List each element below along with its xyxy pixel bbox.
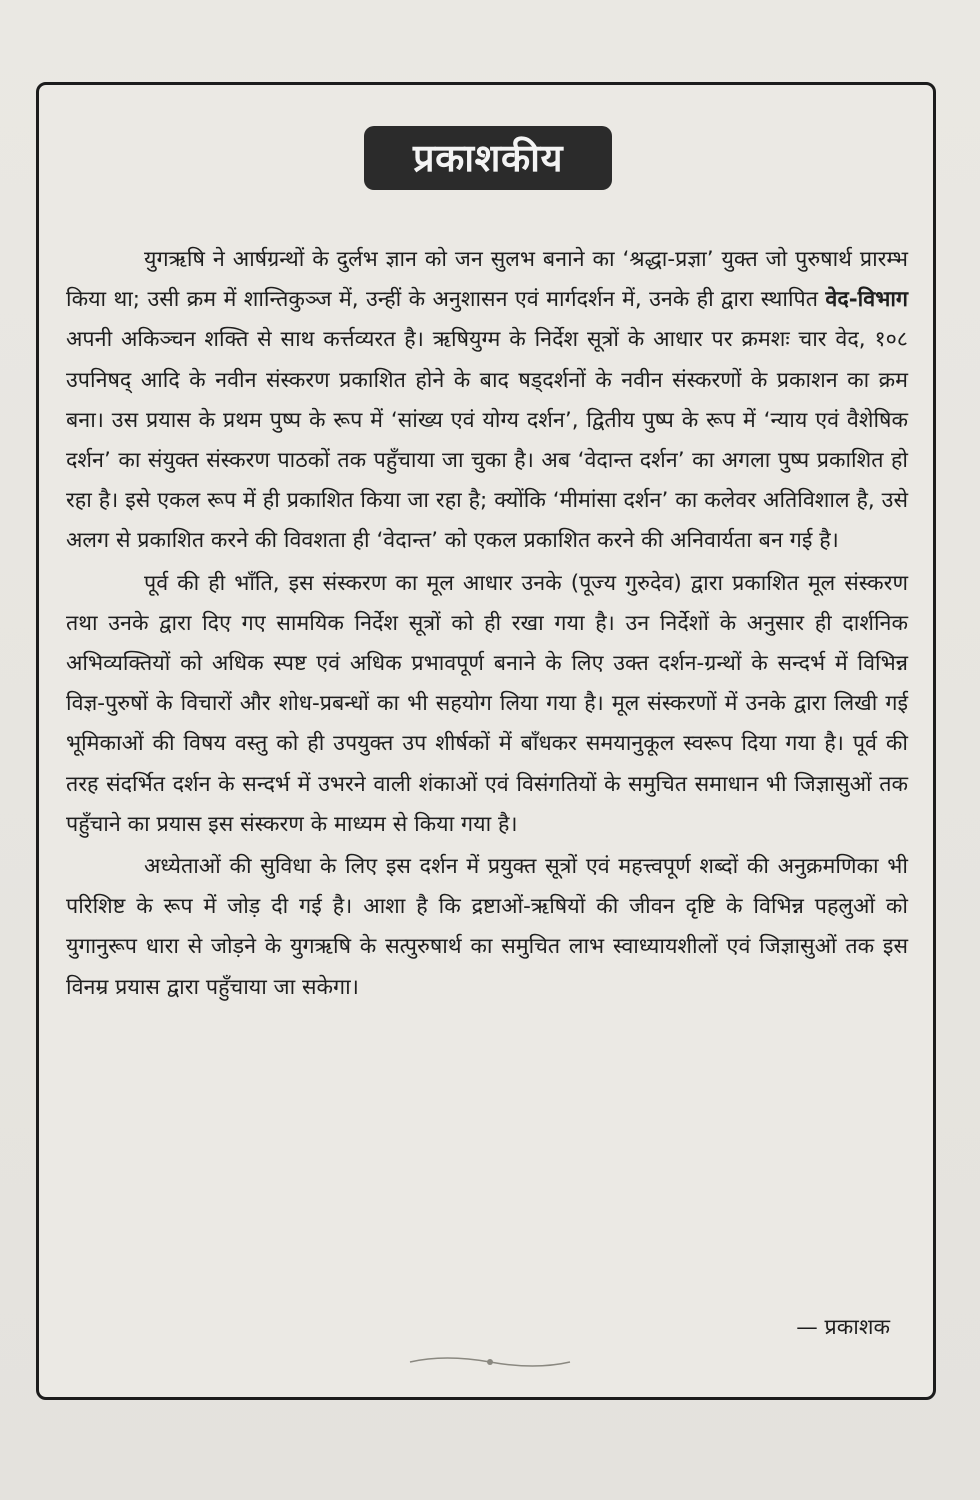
ornament-divider-icon [400, 1352, 580, 1372]
signature: — प्रकाशक [796, 1315, 890, 1340]
paragraph [66, 564, 908, 845]
paragraph-text: अपनी अकिञ्चन शक्ति से साथ कर्त्तव्यरत है। ऋषियुग्म के निर्देश सूत्रों के आधार पर क्रमशः चार वेद, १०८ उपनिषद् आदि के नवीन संस्करण प्रकाशित होने के बाद षड्दर्शनों के नवीन संस्करणों के प्रकाशन का क्रम बना। उस प्रयास के प्रथम पुष्प के रूप में ‘सांख्य एवं योग्य दर्शन’, द्वितीय पुष्प के रूप में ‘न्याय एवं वैशेषिक दर्शन’ का संयुक्त संस्करण पाठकों तक पहुँचाया जा चुका है। अब ‘वेदान्त दर्शन’ का अगला पुष्प प्रकाशित हो रहा है। इसे एकल रूप में ही प्रकाशित किया जा रहा है; क्योंकि ‘मीमांसा दर्शन’ का कलेवर अतिविशाल है, उसे अलग से प्रकाशित करने की विवशता ही ‘वेदान्त’ को एकल प्रकाशित करने की अनिवार्यता बन गई है। [66, 327, 908, 554]
body-text [66, 240, 908, 1008]
paragraph-text: पूर्व की ही भाँति, इस संस्करण का मूल आधार उनके (पूज्य गुरुदेव) द्वारा प्रकाशित मूल संस्करण तथा उनके द्वारा दिए गए सामयिक निर्देश सूत्रों को ही रखा गया है। उन निर्देशों के अनुसार ही दार्शनिक अभिव्यक्तियों को अधिक स्पष्ट एवं अधिक प्रभावपूर्ण बनाने के लिए उक्त दर्शन-ग्रन्थों के सन्दर्भ में विभिन्न विज्ञ-पुरुषों के विचारों और शोध-प्रबन्धों का भी सहयोग लिया गया है। मूल संस्करणों में उनके द्वारा लिखी गई भूमिकाओं की विषय वस्तु को ही उपयुक्त उप शीर्षकों में बाँधकर समयानुकूल स्वरूप दिया गया है। पूर्व की तरह संदर्भित दर्शन के सन्दर्भ में उभरने वाली शंकाओं एवं विसंगतियों के समुचित समाधान भी जिज्ञासुओं तक पहुँचाने का प्रयास इस संस्करण के माध्यम से किया गया है। [66, 570, 908, 837]
paragraph-text: युगऋषि ने आर्षग्रन्थों के दुर्लभ ज्ञान को जन सुलभ बनाने का ‘श्रद्धा-प्रज्ञा’ युक्त जो पुरुषार्थ प्रारम्भ किया था; उसी क्रम में शान्तिकुञ्ज में, उन्हीं के अनुशासन एवं मार्गदर्शन में, उनके ही द्वारा स्थापित [66, 247, 908, 313]
page-title: प्रकाशकीय [412, 136, 564, 180]
paragraph [66, 847, 908, 1008]
bold-term: वेद-विभाग [825, 287, 908, 313]
paragraph [66, 240, 908, 562]
title-banner [364, 126, 612, 190]
paragraph-text: अध्येताओं की सुविधा के लिए इस दर्शन में प्रयुक्त सूत्रों एवं महत्त्वपूर्ण शब्दों की अनुक्रमणिका भी परिशिष्ट के रूप में जोड़ दी गई है। आशा है कि द्रष्टाओं-ऋषियों की जीवन दृष्टि के विभिन्न पहलुओं को युगानुरूप धारा से जोड़ने के युगऋषि के सत्पुरुषार्थ का समुचित लाभ स्वाध्यायशीलों एवं जिज्ञासुओं तक इस विनम्र प्रयास द्वारा पहुँचाया जा सकेगा। [66, 854, 908, 1000]
